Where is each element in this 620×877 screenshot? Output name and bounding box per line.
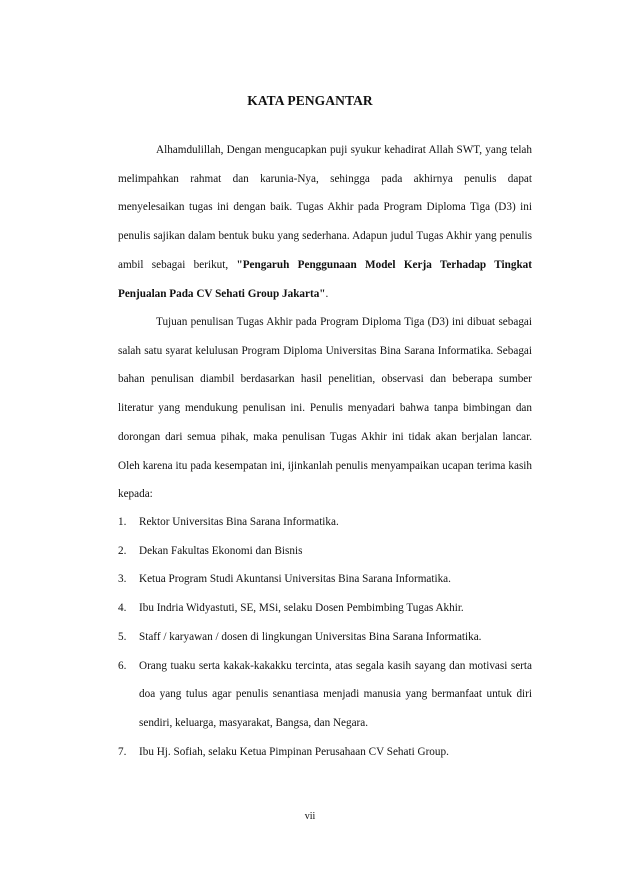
list-item	[118, 594, 532, 623]
list-item-number: 2.	[118, 544, 127, 557]
list-item-number: 3.	[118, 573, 127, 586]
acknowledgement-list	[118, 508, 532, 766]
intro-paragraph	[118, 136, 532, 308]
list-item-text: Dekan Fakultas Ekonomi dan Bisnis	[139, 544, 303, 557]
list-item-number: 6.	[118, 659, 127, 672]
list-item	[118, 508, 532, 537]
page-title: KATA PENGANTAR	[247, 93, 373, 108]
purpose-paragraph: Tujuan penulisan Tugas Akhir pada Program Diploma Tiga (D3) ini dibuat sebagai salah satu syarat kelulusan Program Diploma Universitas Bina Sarana Informatika. Sebagai bahan penulisan diambil berdasarkan hasil penelitian, observasi dan beberapa sumber literatur yang mendukung penulisan ini. Penulis menyadari bahwa tanpa bimbingan dan dorongan dari semua pihak, maka penulisan Tugas Akhir ini tidak akan berjalan lancar. Oleh karena itu pada kesempatan ini, ijinkanlah penulis menyampaikan ucapan terima kasih kepada:	[118, 316, 532, 501]
list-item-text: Ibu Hj. Sofiah, selaku Ketua Pimpinan Perusahaan CV Sehati Group.	[139, 745, 449, 758]
list-item	[118, 623, 532, 652]
thesis-title: "Pengaruh Penggunaan Model Kerja Terhadap Tingkat Penjualan Pada CV Sehati Group Jakarta"	[118, 258, 532, 300]
list-item-text: Ketua Program Studi Akuntansi Universitas Bina Sarana Informatika.	[139, 573, 451, 586]
list-item-text: Orang tuaku serta kakak-kakakku tercinta, atas segala kasih sayang dan motivasi serta doa yang tulus agar penulis senantiasa menjadi manusia yang bermanfaat untuk diri sendiri, keluarga, masyarakat, Bangsa, dan Negara.	[139, 659, 532, 729]
list-item	[118, 652, 532, 738]
intro-text-end: .	[325, 287, 329, 300]
list-item	[118, 738, 532, 767]
list-item-text: Ibu Indria Widyastuti, SE, MSi, selaku Dosen Pembimbing Tugas Akhir.	[139, 602, 464, 615]
list-item-number: 1.	[118, 516, 127, 528]
list-item-text: Staff / karyawan / dosen di lingkungan Universitas Bina Sarana Informatika.	[139, 630, 482, 643]
list-item-number: 7.	[118, 745, 127, 758]
list-item-number: 5.	[118, 630, 127, 643]
list-item	[118, 565, 532, 594]
list-item-text: Rektor Universitas Bina Sarana Informatika.	[139, 516, 339, 528]
intro-text: Alhamdulillah, Dengan mengucapkan puji syukur kehadirat Allah SWT, yang telah melimpahkan rahmat dan karunia-Nya, sehingga pada akhirnya penulis dapat menyelesaikan tugas ini dengan baik. Tugas Akhir pada Program Diploma Tiga (D3) ini penulis sajikan dalam bentuk buku yang sederhana. Adapun judul Tugas Akhir yang penulis ambil sebagai berikut,	[118, 144, 532, 271]
list-item-number: 4.	[118, 602, 127, 615]
list-item	[118, 537, 532, 566]
page-number: vii	[304, 811, 316, 822]
